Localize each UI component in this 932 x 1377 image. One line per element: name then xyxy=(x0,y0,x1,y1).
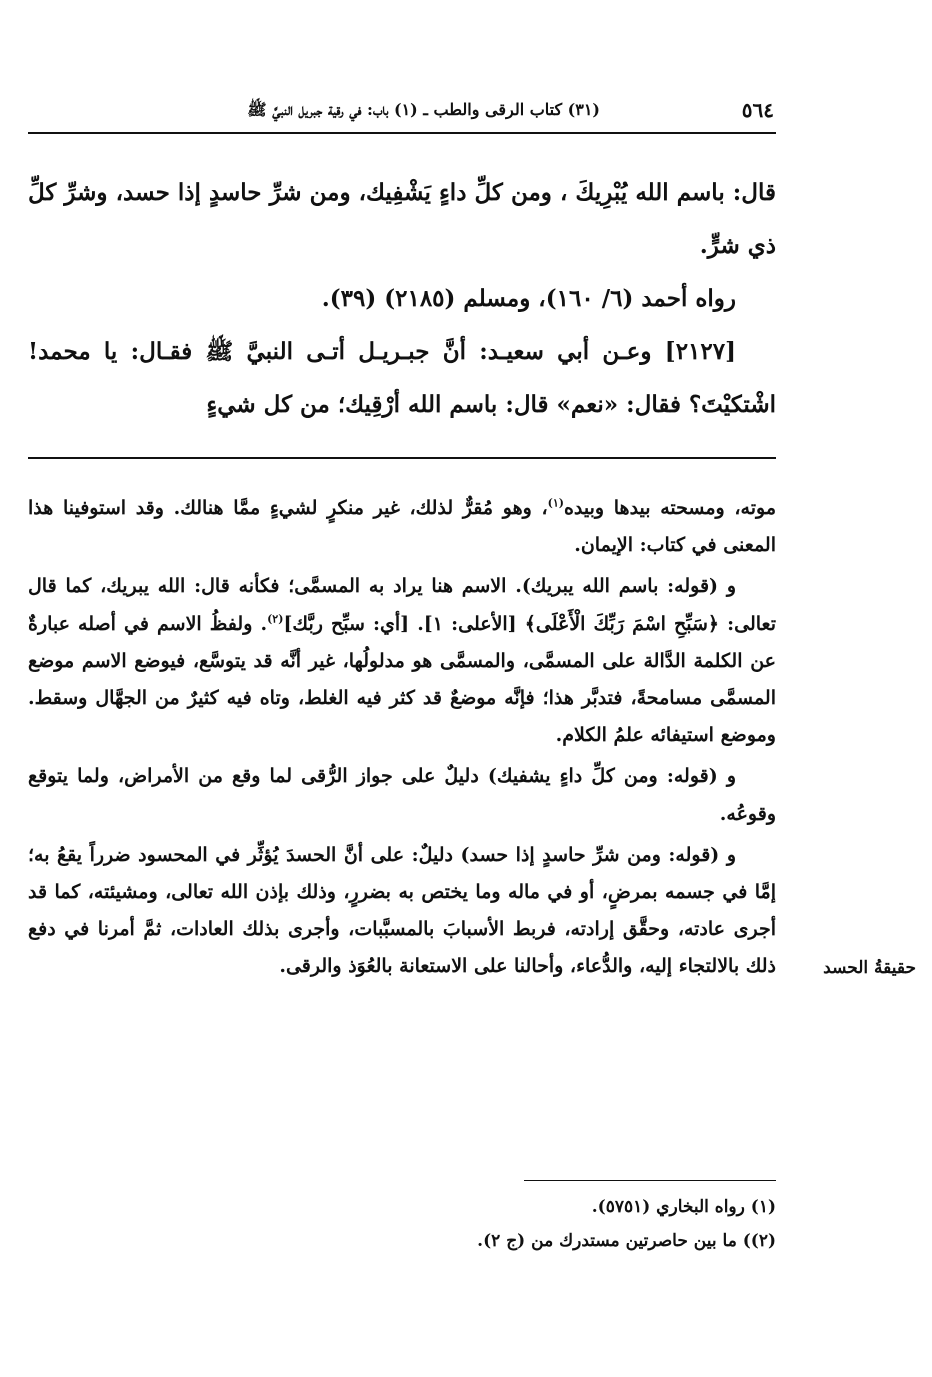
footnotes xyxy=(28,1190,776,1258)
commentary-paragraph: و (قوله: ومن كلِّ داءٍ يشفيك) دليلٌ على جواز الرُّقى لما وقع من الأمراض، ولما يتوقع وقوعُه. xyxy=(28,765,776,825)
hadith-source: رواه أحمد (٦/ ١٦٠)، ومسلم (٢١٨٥) (٣٩). xyxy=(321,285,736,312)
commentary-paragraph xyxy=(28,490,776,564)
commentary-paragraph xyxy=(28,568,776,754)
hadith-line: قال: باسم الله يُبْرِيكَ ، ومن كلِّ داءٍ يَشْفِيك، ومن شرِّ حاسدٍ إذا حسد، وشرِّ كلِّ ذي شرٍّ. xyxy=(28,179,776,259)
footnote: (٢)) ما بين حاصرتين مستدرك من (ج ٢). xyxy=(477,1231,776,1251)
footnote: (١) رواه البخاري (٥٧٥١). xyxy=(591,1197,776,1217)
commentary-paragraph: و (قوله: ومن شرِّ حاسدٍ إذا حسد) دليلٌ: على أنَّ الحسدَ يُؤثِّر في المحسود ضرراً يقعُ به؛ إمَّا في جسمه بمرضٍ، أو في ماله وما يختص به بضررٍ، وذلك بإذن الله تعالى، ومشيئته، كما قد أجرى عادته، وحقَّق إرادته، فربط الأسبابَ بالمسبَّبات، وأجرى بذلك العادات، ثمَّ أمرنا في دفع ذلك بالالتجاء إليه، والدُّعاء، وأحالنا على الاستعانة بالعُوَذ والرقى. xyxy=(28,843,776,978)
commentary-block xyxy=(28,490,776,990)
footnote-ref: (١) xyxy=(547,496,564,510)
running-title: (٣١) كتاب الرقى والطب ـ (١) باب: في رقية جبريل النبيَّ ﷺ xyxy=(247,100,600,119)
commentary-text: ، وهو مُقرٌّ لذلك، غير منكرٍ لشيءٍ ممَّا هنالك. وقد استوفينا هذا المعنى في كتاب: الإيمان. xyxy=(28,497,776,557)
commentary-text: و (قوله: باسم الله يبريك). الاسم هنا يراد به المسمَّى؛ فكأنه قال: الله يبريك، كما قال تعالى: ﴿سَبِّحِ اسْمَ رَبِّكَ الْأَعْلَى﴾ [الأعلى: ١]. [أي: سبِّح ربَّك] xyxy=(28,575,776,635)
hadith-text-block xyxy=(28,166,776,431)
commentary-text: موته، ومسحته بيدها وبيده xyxy=(563,497,777,519)
footnote-divider xyxy=(524,1180,776,1181)
hadith-entry: [٢١٢٧] وعـن أبي سعيـد: أنَّ جبـريـل أتـى النبيَّ ﷺ فقـال: يا محمد! اشْتكيْتَ؟ فقال: «نعم» قال: باسم الله أرْقِيك؛ من كل شيءٍ xyxy=(28,338,776,418)
section-divider xyxy=(28,457,776,459)
footnote-ref: (٢) xyxy=(267,612,284,626)
page-number: ٥٦٤ xyxy=(741,98,774,122)
commentary-text: . ولفظُ الاسم في أصله عبارةٌ عن الكلمة الدَّالة على المسمَّى، والمسمَّى هو مدلولُها، غير أنَّه قد يتوسَّع، فيوضع الاسم موضع المسمَّى مسامحةً، فتدبَّر هذا؛ فإنَّه موضعٌ قد كثر فيه الغلط، وتاه فيه كثيرٌ من الجهَّال وسقط. وموضع استيفائه علمُ الكلام. xyxy=(28,612,776,747)
margin-heading: حقيقةُ الحسد xyxy=(823,958,916,978)
page-header xyxy=(28,98,776,134)
